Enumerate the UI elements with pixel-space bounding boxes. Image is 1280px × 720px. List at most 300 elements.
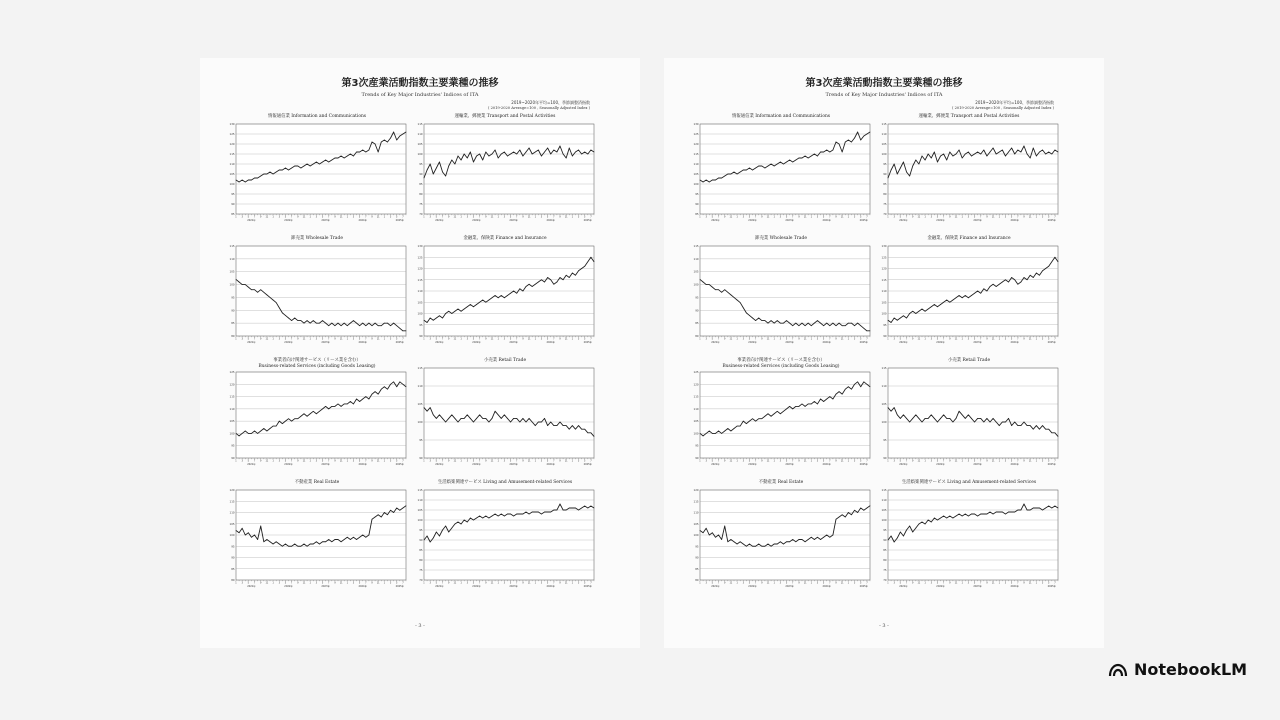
data-point [245, 535, 246, 536]
x-year-label: 2024年 [358, 585, 367, 589]
x-tick-label: 1 [460, 337, 462, 341]
data-point [375, 144, 376, 145]
data-point [516, 514, 517, 515]
data-point [814, 539, 815, 540]
x-tick-label: 7 [980, 215, 982, 219]
x-tick-label: 1 [773, 215, 775, 219]
data-point [990, 286, 991, 287]
x-tick-label: 7 [866, 581, 868, 585]
data-point [786, 320, 787, 321]
x-tick-label: 5 [748, 337, 751, 341]
x-tick-label: 7 [942, 581, 945, 585]
data-point [310, 166, 311, 167]
x-tick-label: 7 [866, 459, 868, 463]
line-chart-wholesale [224, 236, 410, 356]
data-point [743, 544, 744, 545]
data-point [749, 168, 750, 169]
data-point [297, 166, 298, 167]
data-point [591, 506, 592, 507]
data-point [848, 323, 849, 324]
y-tick-label: 85 [883, 183, 887, 186]
data-point [476, 304, 477, 305]
data-point [1021, 425, 1022, 426]
chart-title: 生活娯楽関連サービス Living and Amusement-related Services [437, 480, 573, 485]
data-point [965, 295, 966, 296]
x-tick-label: 9 [448, 459, 450, 463]
x-tick-label: 9 [986, 581, 988, 585]
x-tick-label: 7 [441, 337, 444, 341]
x-tick-label: 1 [272, 459, 274, 463]
data-point [538, 150, 539, 151]
x-tick-label: 3 [779, 459, 782, 463]
data-point [1036, 156, 1037, 157]
data-point [236, 180, 237, 181]
data-point [968, 414, 969, 415]
x-tick-label: 3 [503, 459, 506, 463]
data-point [359, 401, 360, 402]
data-point [344, 158, 345, 159]
data-point [297, 418, 298, 419]
x-year-label: 2025年 [859, 341, 869, 345]
data-point [783, 544, 784, 545]
data-point [1021, 282, 1022, 283]
x-tick-label: 5 [358, 215, 361, 219]
data-point [523, 514, 524, 515]
data-point [919, 164, 920, 165]
x-tick-label: 9 [912, 459, 914, 463]
data-point [814, 323, 815, 324]
x-tick-label: 11 [766, 459, 770, 463]
data-point [587, 261, 588, 262]
data-point [442, 172, 443, 173]
data-point [270, 428, 271, 429]
x-tick-label: 3 [1041, 215, 1044, 219]
y-tick-label: 90 [419, 457, 423, 460]
data-point [467, 522, 468, 523]
data-point [273, 544, 274, 545]
x-tick-label: 1 [998, 459, 1000, 463]
data-point [381, 325, 382, 326]
chart-panel-living [876, 480, 1062, 600]
y-tick-label: 90 [883, 173, 887, 176]
data-point [743, 307, 744, 308]
x-tick-label: 1 [847, 215, 850, 219]
x-year-label: 2025年 [395, 219, 405, 223]
x-year-label: 2021年 [435, 341, 444, 345]
data-point [569, 277, 570, 278]
data-point [848, 386, 849, 387]
line-chart-realestate [224, 480, 410, 600]
data-point [768, 166, 769, 167]
data-point [943, 154, 944, 155]
data-point [912, 532, 913, 533]
x-tick-label: 5 [748, 459, 751, 463]
x-tick-label: 3 [389, 337, 392, 341]
data-point [863, 136, 864, 137]
x-tick-label: 9 [798, 337, 800, 341]
data-point [836, 394, 837, 395]
data-point [310, 413, 311, 414]
x-tick-label: 9 [371, 337, 373, 341]
data-point [709, 535, 710, 536]
data-point [504, 152, 505, 153]
data-point [983, 150, 984, 151]
chart-title: 運輸業、郵便業 Transport and Postal Activities [918, 114, 1020, 119]
line-chart-living [412, 480, 598, 600]
x-year-label: 2021年 [899, 463, 908, 467]
x-year-label: 2023年 [785, 341, 794, 345]
x-tick-label: 3 [742, 459, 744, 463]
x-tick-label: 7 [365, 337, 367, 341]
x-year-label: 2022年 [748, 463, 757, 467]
data-point [789, 160, 790, 161]
data-point [922, 309, 923, 310]
x-tick-label: 9 [559, 459, 561, 463]
data-point [980, 514, 981, 515]
data-point [427, 170, 428, 171]
data-point [1027, 425, 1028, 426]
data-point [999, 425, 1000, 426]
chart-panel-finance [412, 236, 598, 356]
data-point [362, 399, 363, 400]
data-point [1036, 425, 1037, 426]
data-point [842, 152, 843, 153]
plot-area [888, 124, 1058, 214]
data-point [328, 409, 329, 410]
x-year-label: 2024年 [822, 341, 831, 345]
plot-area [888, 368, 1058, 458]
x-tick-label: 11 [1028, 459, 1032, 463]
data-point [467, 158, 468, 159]
data-point [851, 514, 852, 515]
x-tick-label: 11 [339, 215, 343, 219]
data-point [251, 180, 252, 181]
x-tick-label: 3 [429, 459, 431, 463]
y-tick-label: 85 [231, 322, 235, 326]
x-tick-label: 11 [729, 581, 733, 585]
x-tick-label: 1 [1035, 337, 1038, 341]
data-point [727, 541, 728, 542]
y-tick-label: 100 [417, 519, 423, 522]
x-tick-label: 11 [766, 581, 770, 585]
data-point [356, 539, 357, 540]
data-point [709, 431, 710, 432]
x-tick-label: 7 [290, 337, 293, 341]
data-point [257, 539, 258, 540]
x-tick-label: 3 [352, 581, 355, 585]
data-point [1024, 277, 1025, 278]
data-point [808, 323, 809, 324]
data-point [721, 292, 722, 293]
y-tick-label: 100 [417, 421, 423, 424]
data-point [792, 162, 793, 163]
data-point [424, 407, 425, 408]
data-point [479, 154, 480, 155]
y-tick-label: 110 [229, 257, 235, 261]
data-point [569, 429, 570, 430]
data-point [285, 544, 286, 545]
page-subtitle: Trends of Key Major Industries' Indices of ITA [361, 92, 479, 98]
x-tick-label: 3 [705, 581, 707, 585]
data-point [248, 287, 249, 288]
x-tick-label: 9 [334, 459, 336, 463]
data-point [943, 302, 944, 303]
y-tick-label: 130 [881, 245, 887, 248]
x-tick-label: 3 [853, 459, 856, 463]
data-point [888, 540, 889, 541]
y-tick-label: 95 [419, 529, 423, 532]
data-point [805, 406, 806, 407]
data-point [479, 516, 480, 517]
data-point [983, 422, 984, 423]
data-point [959, 295, 960, 296]
y-tick-label: 100 [417, 153, 423, 156]
data-point [888, 407, 889, 408]
data-point [489, 300, 490, 301]
data-point [1024, 504, 1025, 505]
x-tick-label: 5 [860, 337, 862, 341]
x-tick-label: 11 [490, 581, 494, 585]
x-year-label: 2023年 [973, 585, 982, 589]
chart-title-english: Business-related Services (including Goods Leasing) [258, 364, 376, 369]
page-title: 第3次産業活動指数主要業種の推移 [805, 78, 963, 89]
data-point [937, 422, 938, 423]
x-tick-label: 1 [699, 459, 701, 463]
data-point [485, 516, 486, 517]
x-tick-label: 9 [559, 337, 561, 341]
data-point [353, 404, 354, 405]
data-point [433, 538, 434, 539]
x-tick-label: 3 [315, 337, 318, 341]
x-tick-label: 7 [866, 215, 868, 219]
x-tick-label: 7 [441, 459, 444, 463]
x-tick-label: 9 [835, 459, 837, 463]
x-tick-label: 5 [748, 215, 751, 219]
data-point [304, 413, 305, 414]
data-point [338, 404, 339, 405]
data-point [792, 409, 793, 410]
data-point [356, 399, 357, 400]
data-point [980, 293, 981, 294]
data-point [900, 532, 901, 533]
x-tick-label: 9 [761, 581, 763, 585]
x-tick-label: 1 [497, 581, 499, 585]
x-tick-label: 7 [905, 581, 908, 585]
data-point [1058, 261, 1059, 262]
data-point [369, 150, 370, 151]
x-tick-label: 7 [905, 337, 908, 341]
data-point [591, 432, 592, 433]
data-point [239, 182, 240, 183]
data-point [242, 284, 243, 285]
x-tick-label: 5 [973, 215, 976, 219]
chart-panel-business [224, 358, 410, 478]
y-tick-label: 90 [419, 335, 423, 338]
x-tick-label: 5 [472, 459, 475, 463]
data-point [758, 318, 759, 319]
data-point [359, 152, 360, 153]
y-tick-label: 125 [693, 371, 699, 374]
data-point [581, 154, 582, 155]
data-point [795, 160, 796, 161]
x-tick-label: 7 [590, 337, 592, 341]
data-point [464, 309, 465, 310]
data-point [814, 154, 815, 155]
x-tick-label: 5 [936, 459, 939, 463]
data-point [755, 421, 756, 422]
line-chart-finance [876, 236, 1062, 356]
x-tick-label: 3 [241, 459, 243, 463]
x-tick-label: 5 [509, 581, 512, 585]
data-point [331, 160, 332, 161]
data-point [301, 546, 302, 547]
x-tick-label: 1 [810, 581, 812, 585]
data-point [557, 425, 558, 426]
x-tick-label: 1 [736, 581, 738, 585]
data-point [427, 411, 428, 412]
x-tick-label: 9 [986, 337, 988, 341]
x-tick-label: 7 [328, 581, 330, 585]
x-tick-label: 7 [365, 459, 367, 463]
data-point [578, 425, 579, 426]
x-tick-label: 9 [334, 215, 336, 219]
data-point [900, 318, 901, 319]
y-tick-label: 80 [419, 193, 423, 196]
x-tick-label: 7 [402, 215, 404, 219]
data-point [322, 541, 323, 542]
x-tick-label: 9 [1023, 215, 1025, 219]
data-point [971, 514, 972, 515]
data-point [949, 516, 950, 517]
y-tick-label: 105 [881, 301, 887, 305]
x-tick-label: 9 [485, 459, 487, 463]
data-point [727, 428, 728, 429]
x-tick-label: 7 [253, 215, 256, 219]
data-point [344, 323, 345, 324]
data-point [980, 418, 981, 419]
data-point [799, 158, 800, 159]
data-point [535, 284, 536, 285]
data-point [387, 323, 388, 324]
y-tick-label: 105 [693, 420, 699, 424]
x-tick-label: 3 [389, 581, 392, 585]
data-point [774, 413, 775, 414]
data-point [572, 273, 573, 274]
data-point [547, 425, 548, 426]
data-point [903, 162, 904, 163]
data-point [817, 537, 818, 538]
data-point [316, 162, 317, 163]
data-point [925, 524, 926, 525]
data-point [946, 518, 947, 519]
data-point [532, 422, 533, 423]
data-point [492, 516, 493, 517]
data-point [897, 320, 898, 321]
data-point [915, 528, 916, 529]
x-tick-label: 1 [272, 581, 274, 585]
x-tick-label: 9 [260, 581, 262, 585]
data-point [470, 518, 471, 519]
data-point [288, 170, 289, 171]
data-point [403, 331, 404, 332]
y-tick-label: 80 [231, 579, 235, 582]
x-tick-label: 7 [328, 215, 330, 219]
data-point [959, 411, 960, 412]
data-point [575, 429, 576, 430]
data-point [260, 431, 261, 432]
y-tick-label: 95 [883, 529, 887, 532]
x-tick-label: 9 [761, 459, 763, 463]
data-point [823, 152, 824, 153]
data-point [842, 325, 843, 326]
data-point [1002, 512, 1003, 513]
x-year-label: 2023年 [785, 463, 794, 467]
x-tick-label: 11 [376, 459, 380, 463]
y-tick-label: 125 [229, 133, 235, 136]
data-point [307, 416, 308, 417]
data-point [378, 514, 379, 515]
x-year-label: 2024年 [546, 585, 555, 589]
x-tick-label: 1 [460, 581, 462, 585]
x-tick-label: 9 [724, 337, 726, 341]
data-point [566, 158, 567, 159]
data-point [956, 516, 957, 517]
data-point [860, 140, 861, 141]
data-point [307, 320, 308, 321]
data-point [1017, 150, 1018, 151]
data-point [833, 150, 834, 151]
chart-title: 卸売業 Wholesale Trade [291, 236, 343, 241]
x-tick-label: 9 [798, 581, 800, 585]
x-tick-label: 5 [435, 337, 438, 341]
plot-area [700, 246, 870, 336]
data-point [1045, 429, 1046, 430]
data-point [980, 154, 981, 155]
x-tick-label: 3 [816, 215, 819, 219]
data-point [867, 134, 868, 135]
data-point [322, 409, 323, 410]
data-point [851, 323, 852, 324]
data-point [322, 162, 323, 163]
x-year-label: 2025年 [395, 341, 405, 345]
data-point [263, 174, 264, 175]
data-point [553, 284, 554, 285]
x-year-label: 2022年 [284, 463, 293, 467]
data-point [934, 518, 935, 519]
y-tick-label: 110 [881, 133, 887, 136]
data-point [575, 152, 576, 153]
x-year-label: 2022年 [936, 585, 945, 589]
data-point [504, 516, 505, 517]
x-tick-label: 5 [1048, 337, 1050, 341]
plot-area [424, 368, 594, 458]
y-tick-label: 90 [231, 457, 235, 460]
data-point [328, 325, 329, 326]
data-point [257, 433, 258, 434]
data-point [915, 160, 916, 161]
x-tick-label: 1 [1035, 581, 1038, 585]
x-tick-label: 9 [371, 581, 373, 585]
data-point [854, 325, 855, 326]
x-tick-label: 5 [321, 215, 324, 219]
x-tick-label: 7 [1054, 459, 1056, 463]
x-tick-label: 3 [705, 337, 707, 341]
data-point [532, 154, 533, 155]
x-tick-label: 1 [1035, 459, 1038, 463]
x-tick-label: 3 [278, 459, 280, 463]
x-year-label: 2023年 [973, 463, 982, 467]
data-point [1030, 275, 1031, 276]
